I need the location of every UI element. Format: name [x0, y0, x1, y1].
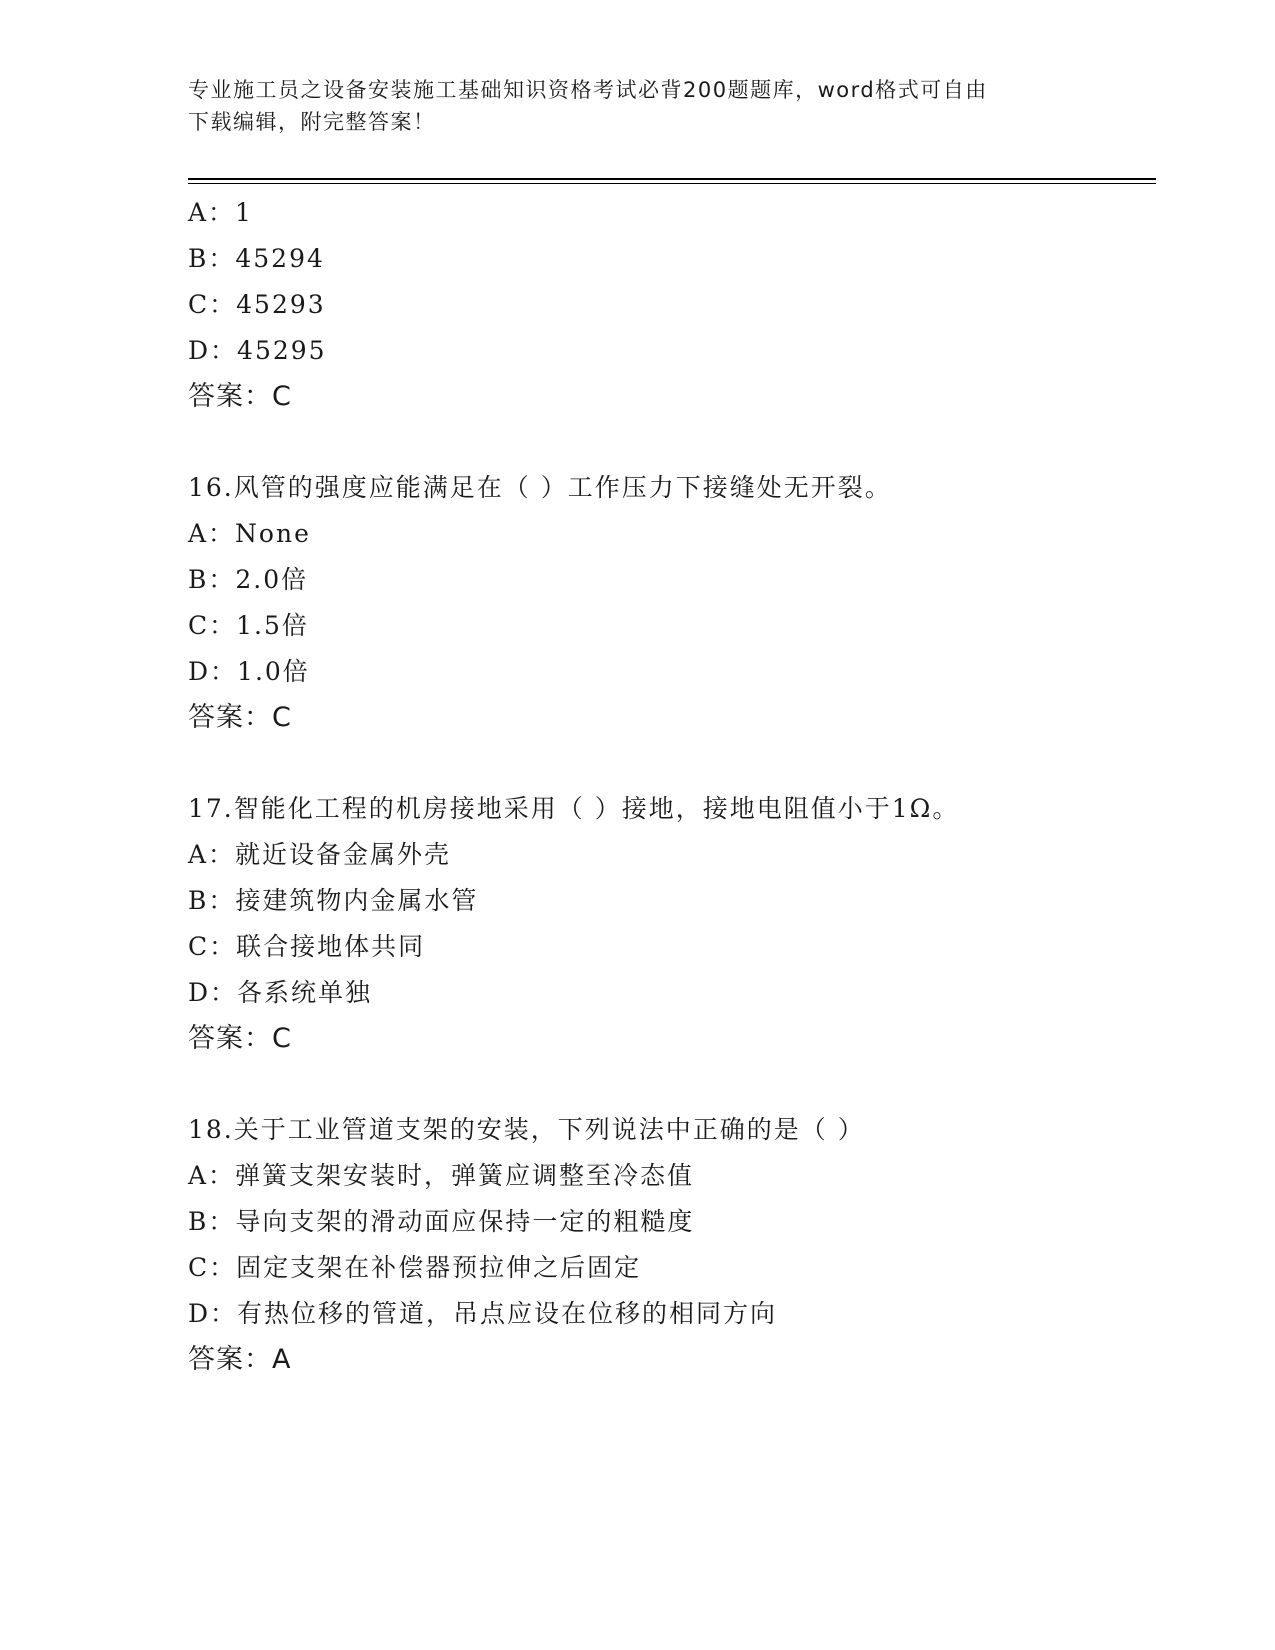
question-block-18	[188, 1107, 1148, 1383]
answer-line: 答案：C	[188, 381, 292, 412]
option-c: C：1.5倍	[188, 611, 309, 640]
option-b: B：接建筑物内金属水管	[188, 886, 479, 915]
option-a: A：1	[188, 198, 253, 227]
option-c: C：固定支架在补偿器预拉伸之后固定	[188, 1253, 642, 1282]
question-block-17	[188, 786, 1148, 1062]
option-d: D：各系统单独	[188, 978, 373, 1007]
option-d: D：1.0倍	[188, 657, 310, 686]
option-a: A：就近设备金属外壳	[188, 840, 452, 869]
block-spacer	[188, 741, 1148, 786]
option-a: A：弹簧支架安装时，弹簧应调整至冷态值	[188, 1161, 695, 1190]
question-list	[188, 190, 1148, 1383]
block-spacer	[188, 1062, 1148, 1107]
header-line-2: 下载编辑，附完整答案！	[188, 110, 436, 134]
question-text: 17.智能化工程的机房接地采用（ ）接地，接地电阻值小于1Ω。	[188, 794, 960, 823]
option-c: C：联合接地体共同	[188, 932, 426, 961]
question-text: 16.风管的强度应能满足在（ ）工作压力下接缝处无开裂。	[188, 473, 892, 502]
option-d: D：45295	[188, 336, 327, 365]
answer-line: 答案：A	[188, 1344, 292, 1375]
option-a: A：None	[188, 519, 311, 548]
header-rule-thick	[188, 178, 1156, 180]
question-block-15	[188, 190, 1148, 420]
option-b: B：导向支架的滑动面应保持一定的粗糙度	[188, 1207, 695, 1236]
document-header	[188, 74, 1088, 138]
header-rule-thin	[188, 183, 1156, 184]
answer-line: 答案：C	[188, 702, 292, 733]
option-b: B：45294	[188, 244, 325, 273]
block-spacer	[188, 420, 1148, 465]
option-b: B：2.0倍	[188, 565, 309, 594]
question-text: 18.关于工业管道支架的安装，下列说法中正确的是（ ）	[188, 1115, 865, 1144]
header-line-1: 专业施工员之设备安装施工基础知识资格考试必背200题题库，word格式可自由	[188, 78, 988, 102]
option-d: D：有热位移的管道，吊点应设在位移的相同方向	[188, 1299, 778, 1328]
answer-line: 答案：C	[188, 1023, 292, 1054]
question-block-16	[188, 465, 1148, 741]
option-c: C：45293	[188, 290, 326, 319]
